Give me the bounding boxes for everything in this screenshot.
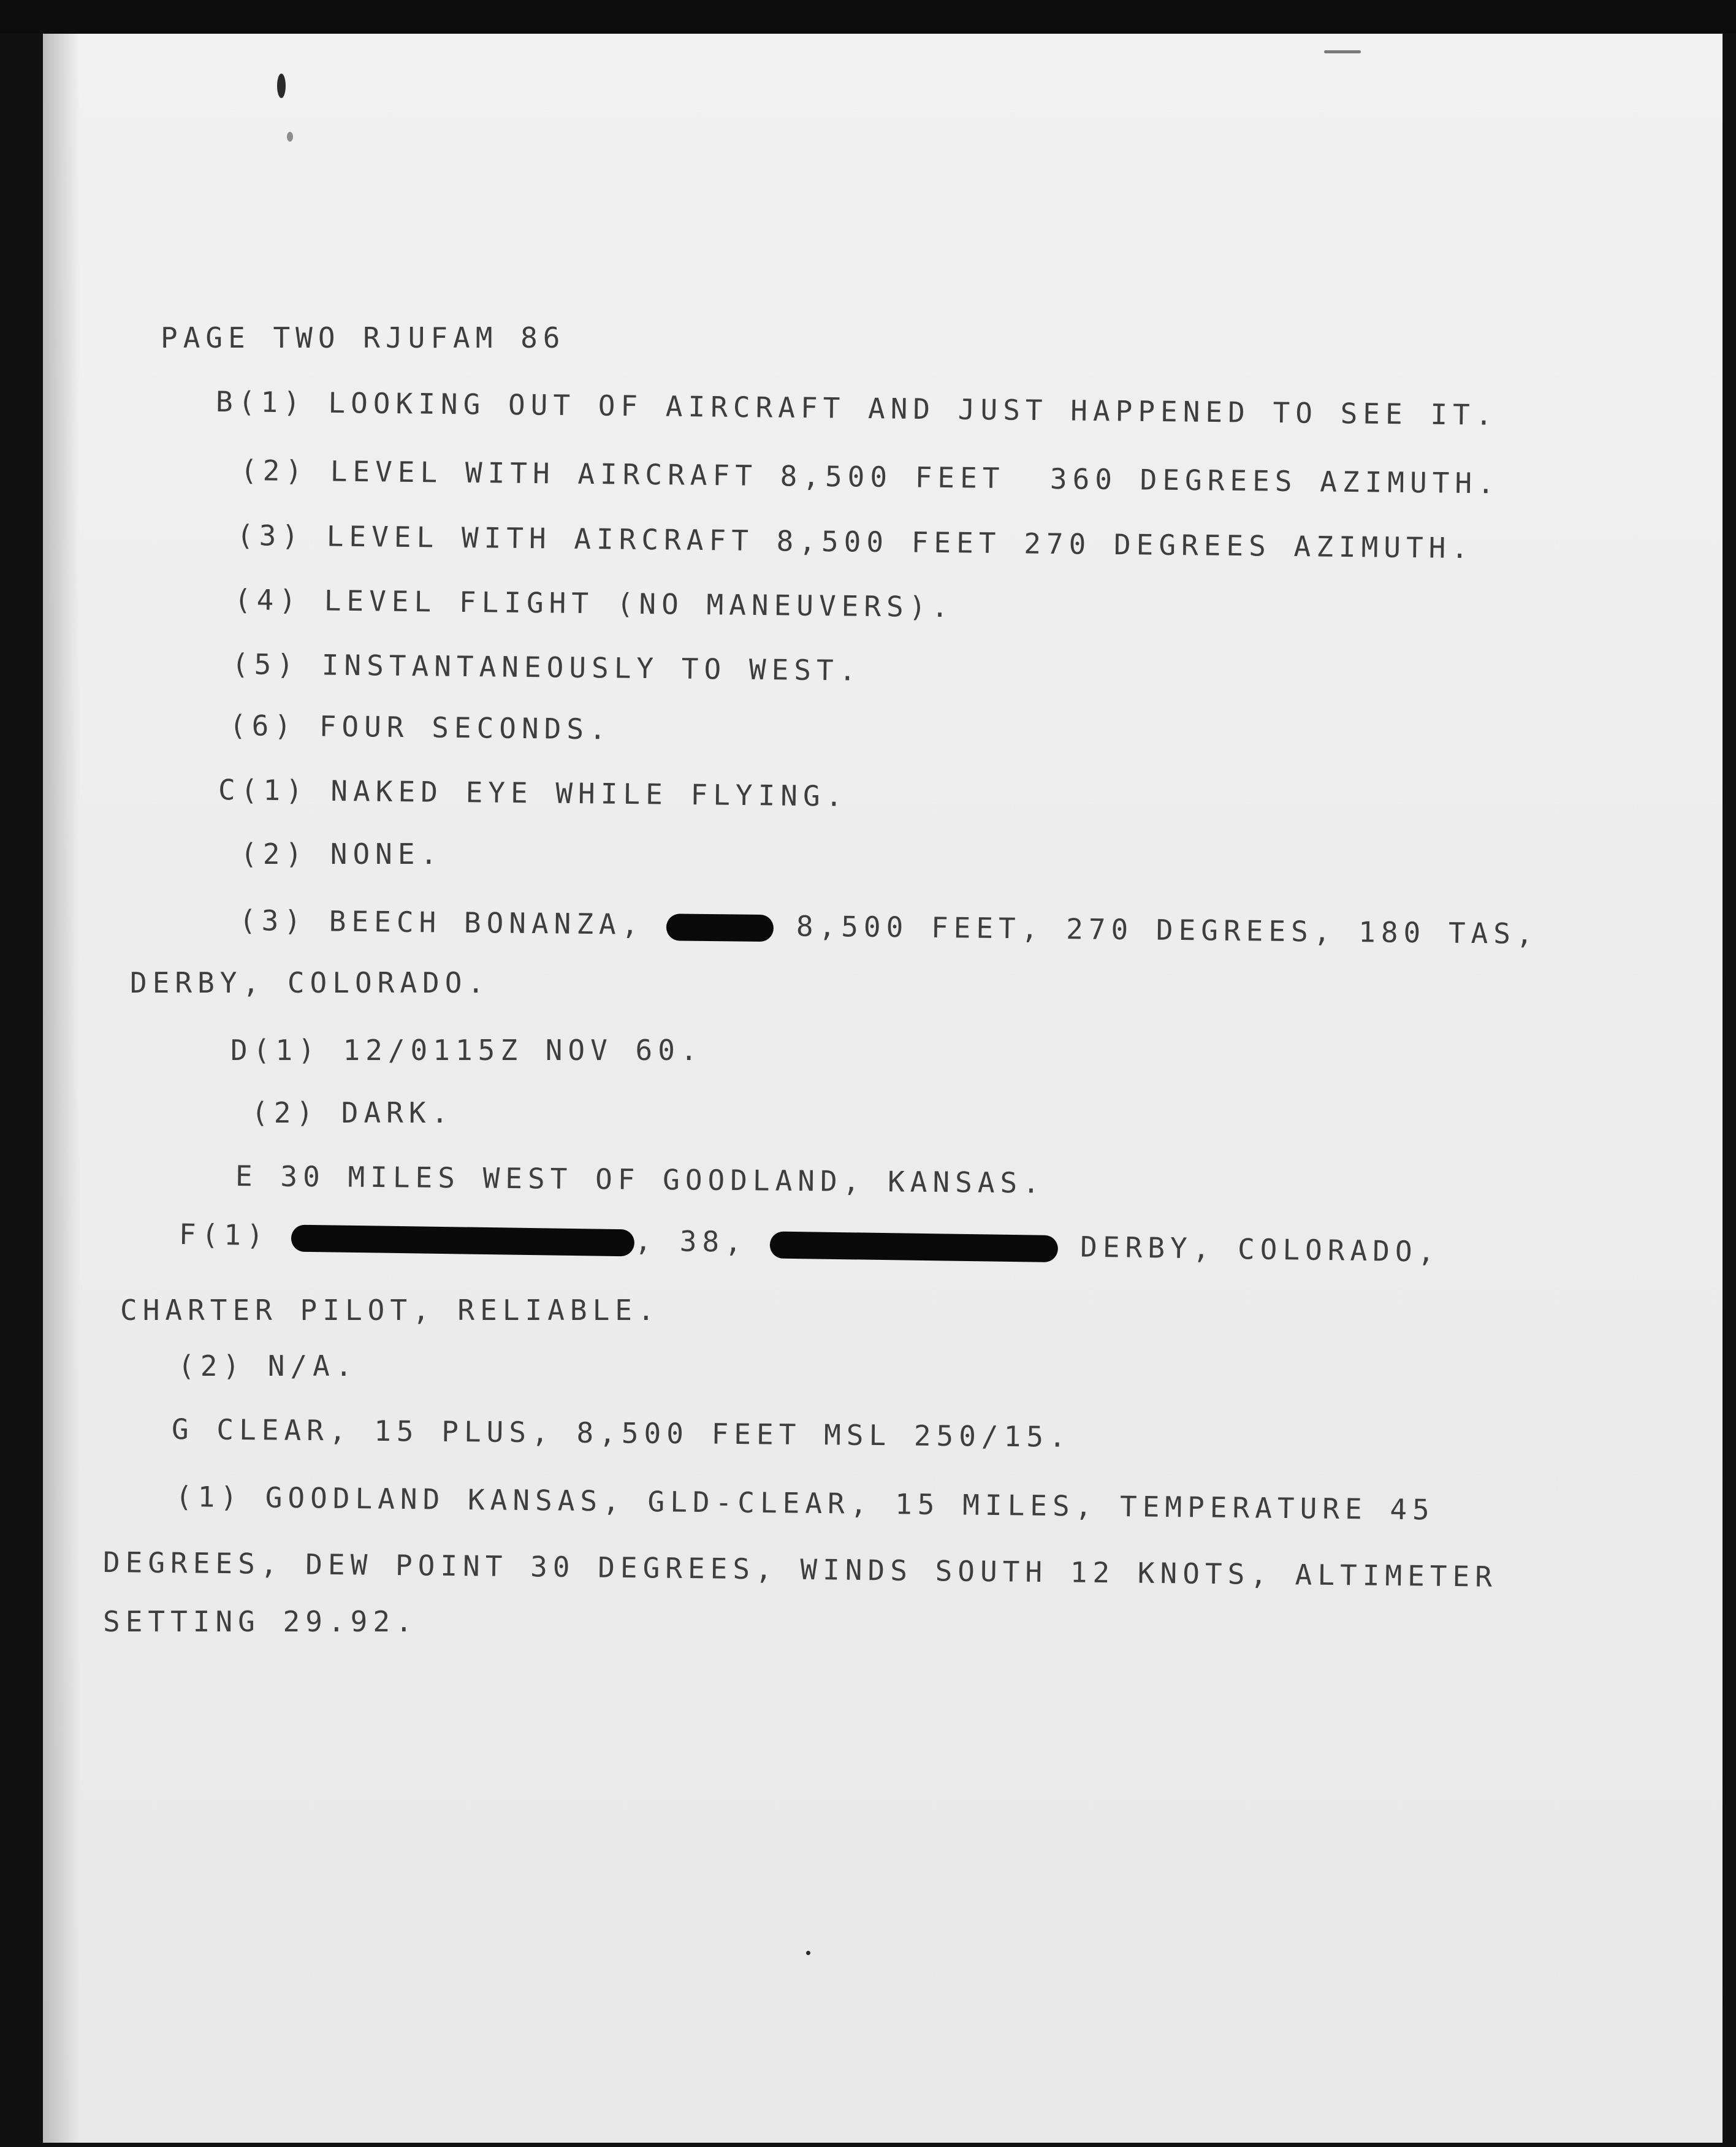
film-speck — [277, 74, 286, 98]
line-g1-3: SETTING 29.92. — [103, 1605, 418, 1638]
line-c3-start: (3) BEECH BONANZA, — [238, 904, 644, 941]
line-g1-2: DEGREES, DEW POINT 30 DEGREES, WINDS SOUTH 12 KNOTS, ALTIMETER — [102, 1546, 1498, 1593]
line-c2: (2) NONE. — [240, 837, 443, 871]
line-g1-1: (1) GOODLAND KANSAS, GLD-CLEAR, 15 MILES, TEMPERATURE 45 — [175, 1480, 1436, 1527]
redaction-bar — [291, 1224, 635, 1256]
line-b6: (6) FOUR SECONDS. — [229, 709, 612, 746]
line-b2: (2) LEVEL WITH AIRCRAFT 8,500 FEET 360 DEGREES AZIMUTH. — [240, 454, 1501, 500]
line-f1-start: F(1) — [178, 1218, 270, 1253]
film-speck — [806, 1951, 810, 1955]
redaction-bar — [769, 1231, 1058, 1262]
line-d2: (2) DARK. — [251, 1096, 454, 1129]
line-b3: (3) LEVEL WITH AIRCRAFT 8,500 FEET 270 DEGREES AZIMUTH. — [236, 519, 1474, 565]
page-shadow — [43, 34, 80, 2143]
film-edge — [0, 0, 1736, 34]
line-f2: (2) N/A. — [178, 1349, 358, 1382]
line-f1-mid: , 38, — [634, 1224, 748, 1259]
line-f1-end: DERBY, COLORADO, — [1079, 1230, 1441, 1268]
line-g: G CLEAR, 15 PLUS, 8,500 FEET MSL 250/15. — [171, 1413, 1072, 1454]
line-e: E 30 MILES WEST OF GOODLAND, KANSAS. — [235, 1159, 1046, 1200]
film-speck — [1324, 50, 1361, 53]
line-b1: B(1) LOOKING OUT OF AIRCRAFT AND JUST HAPPENED TO SEE IT. — [215, 385, 1498, 432]
redaction-bar — [666, 913, 774, 942]
line-c1: C(1) NAKED EYE WHILE FLYING. — [218, 773, 848, 813]
page-header: PAGE TWO RJUFAM 86 — [161, 321, 566, 354]
line-b5: (5) INSTANTANEOUSLY TO WEST. — [231, 647, 862, 687]
line-b4: (4) LEVEL FLIGHT (NO MANEUVERS). — [234, 583, 954, 624]
film-speck — [287, 132, 293, 142]
line-d1: D(1) 12/0115Z NOV 60. — [230, 1034, 703, 1067]
line-c3-cont: DERBY, COLORADO. — [130, 966, 490, 999]
line-f1-cont: CHARTER PILOT, RELIABLE. — [120, 1294, 660, 1327]
line-c3-end: 8,500 FEET, 270 DEGREES, 180 TAS, — [796, 909, 1539, 951]
